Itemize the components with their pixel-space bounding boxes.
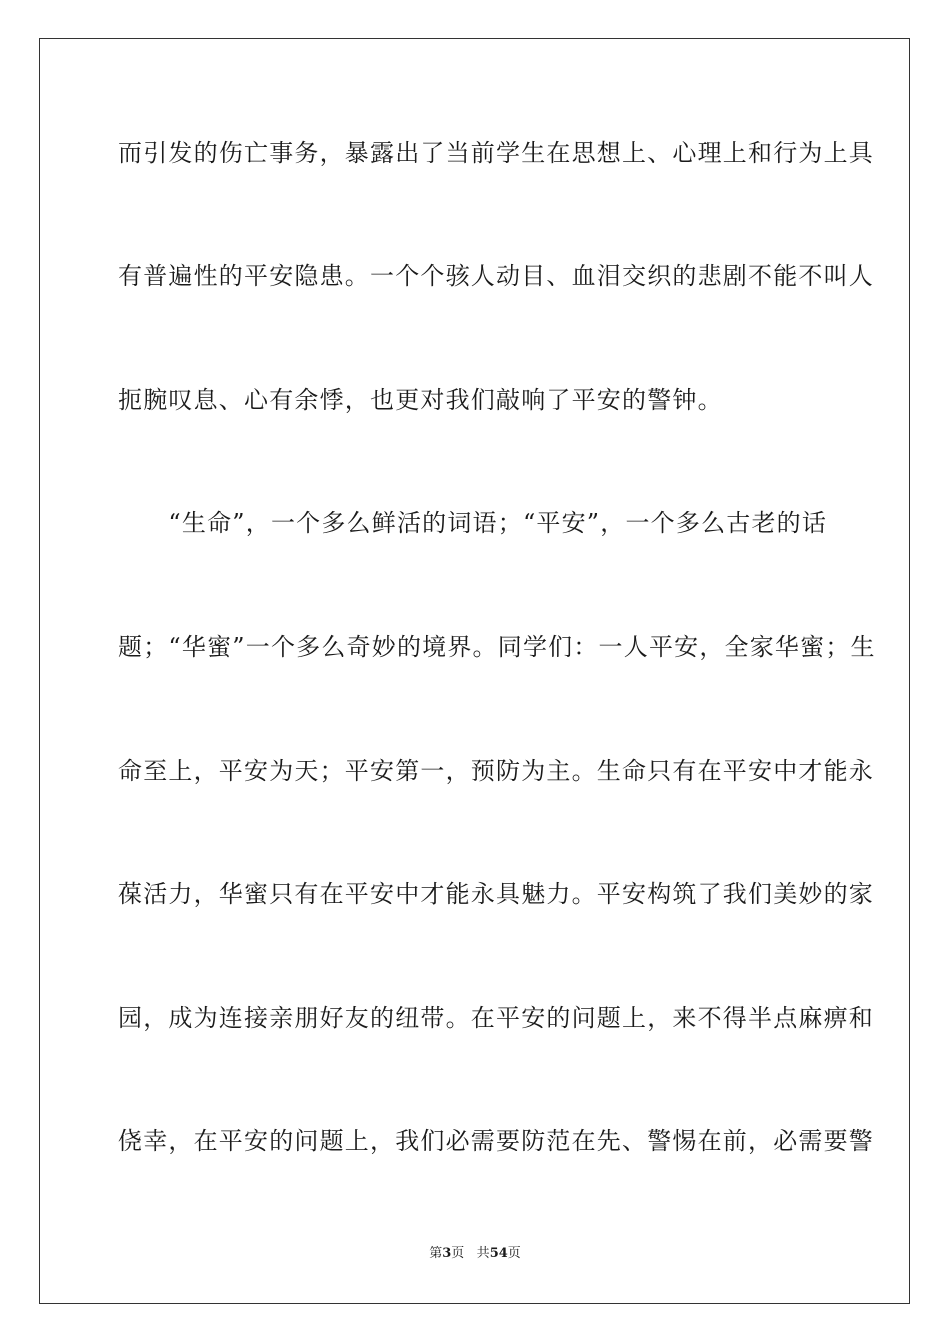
page-border (39, 38, 910, 1304)
body-text-line-5: 题；“华蜜”一个多么奇妙的境界。同学们：一人平安，全家华蜜；生 (118, 633, 876, 661)
page-suffix: 页 (451, 1246, 465, 1261)
total-prefix: 共 (476, 1246, 490, 1261)
body-text-line-1: 而引发的伤亡事务，暴露出了当前学生在思想上、心理上和行为上具 (118, 139, 874, 167)
body-text-line-2: 有普遍性的平安隐患。一个个骇人动目、血泪交织的悲剧不能不叫人 (118, 262, 874, 290)
total-pages: 54 (489, 1246, 508, 1261)
page-footer (0, 1245, 950, 1263)
page-prefix: 第 (429, 1246, 443, 1261)
body-text-line-3: 扼腕叹息、心有余悸，也更对我们敲响了平安的警钟。 (118, 386, 723, 414)
body-text-line-7: 葆活力，华蜜只有在平安中才能永具魅力。平安构筑了我们美妙的家 (118, 880, 874, 908)
body-text-line-9: 侥幸，在平安的问题上，我们必需要防范在先、警惕在前，必需要警 (118, 1127, 874, 1155)
total-suffix: 页 (507, 1246, 521, 1261)
body-text-line-8: 园，成为连接亲朋好友的纽带。在平安的问题上，来不得半点麻痹和 (118, 1004, 874, 1032)
body-text-line-6: 命至上，平安为天；平安第一，预防为主。生命只有在平安中才能永 (118, 757, 874, 785)
body-text-line-4: “生命”，一个多么鲜活的词语；“平安”，一个多么古老的话 (118, 509, 828, 537)
page-number: 3 (442, 1246, 452, 1261)
